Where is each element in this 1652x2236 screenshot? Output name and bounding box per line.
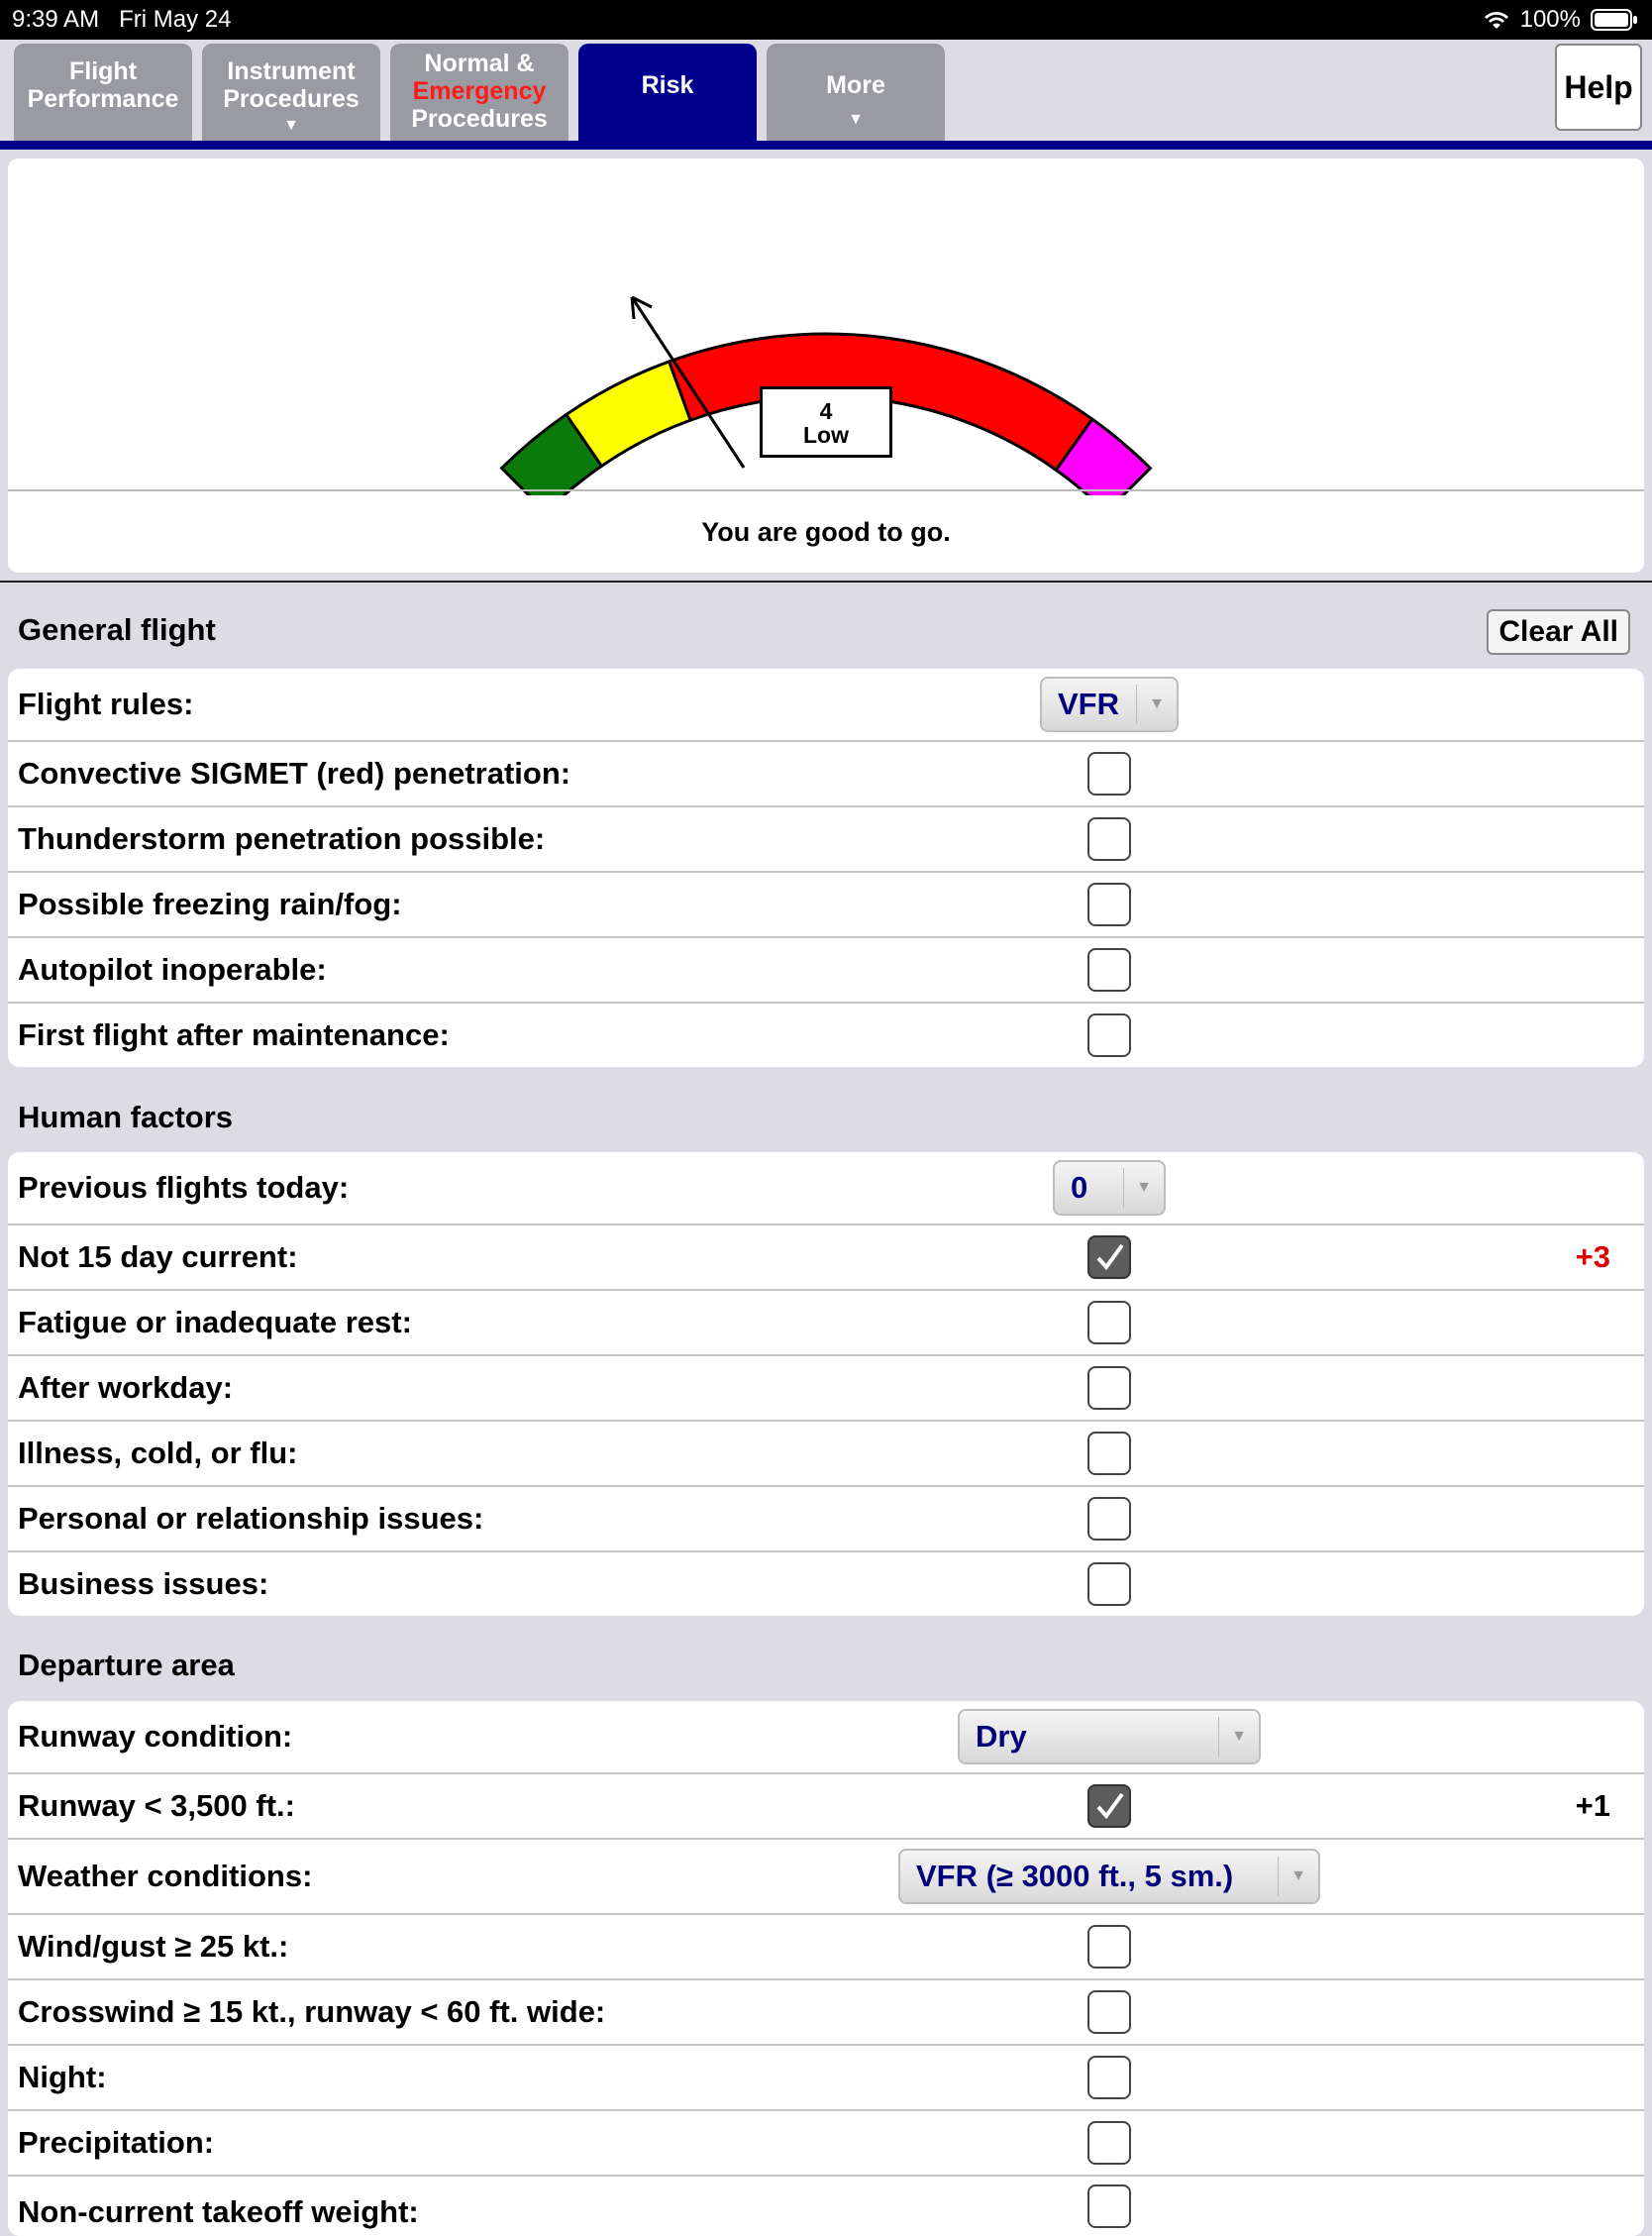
row-label: Personal or relationship issues: — [18, 1501, 484, 1536]
checklist-row — [8, 2177, 1644, 2236]
checkbox[interactable] — [1087, 1784, 1131, 1828]
checkbox[interactable] — [1087, 883, 1131, 926]
divider — [0, 581, 1652, 583]
select-separator — [1136, 685, 1137, 724]
checklist-row — [8, 2111, 1644, 2177]
status-time — [12, 0, 231, 40]
checklist-row — [8, 1487, 1644, 1552]
row-label: Runway condition: — [18, 1719, 293, 1754]
checkbox[interactable] — [1087, 2121, 1131, 2165]
tab-label: Normal & — [424, 50, 535, 77]
battery-icon — [1591, 8, 1638, 32]
checklist-row — [8, 1225, 1644, 1291]
select-value: 0 — [1071, 1170, 1088, 1205]
row-label: Night: — [18, 2060, 107, 2094]
row-label: Precipitation: — [18, 2125, 215, 2160]
risk-score: 4 — [819, 398, 833, 424]
battery-percent: 100% — [1519, 6, 1581, 33]
tab-label: Procedures — [223, 85, 360, 113]
clock-time: 9:39 AM — [12, 6, 100, 33]
checklist-row — [8, 807, 1644, 873]
checklist-row — [8, 1004, 1644, 1067]
risk-points: +3 — [1575, 1239, 1610, 1274]
help-button[interactable]: Help — [1555, 44, 1642, 131]
row-label: Non-current takeoff weight: — [18, 2194, 419, 2229]
previous-flights-row — [8, 1152, 1644, 1225]
tab-normal-emergency-procedures[interactable] — [390, 44, 568, 141]
section-title-departure-area: Departure area — [18, 1648, 235, 1682]
row-label: Not 15 day current: — [18, 1239, 298, 1274]
departure-area-card — [8, 1701, 1644, 2236]
checkbox[interactable] — [1087, 1235, 1131, 1279]
row-label: Crosswind ≥ 15 kt., runway < 60 ft. wide: — [18, 1994, 606, 2029]
checklist-row — [8, 1356, 1644, 1422]
chevron-down-icon: ▼ — [1136, 1179, 1152, 1196]
tab-label: Performance — [27, 85, 179, 113]
tab-more[interactable] — [767, 44, 945, 141]
clear-all-button[interactable]: Clear All — [1487, 609, 1630, 655]
checkbox[interactable] — [1087, 1497, 1131, 1541]
row-label: Fatigue or inadequate rest: — [18, 1305, 412, 1339]
checkbox[interactable] — [1087, 1562, 1131, 1606]
row-label: Weather conditions: — [18, 1859, 313, 1893]
wifi-icon — [1483, 9, 1510, 31]
row-label: Illness, cold, or flu: — [18, 1436, 298, 1470]
select-separator — [1123, 1168, 1124, 1208]
tab-bar — [0, 40, 1652, 143]
select-value: VFR (≥ 3000 ft., 5 sm.) — [916, 1859, 1234, 1893]
checkmark-icon — [1094, 1790, 1126, 1822]
human-factors-card — [8, 1152, 1644, 1616]
checkmark-icon — [1094, 1241, 1126, 1273]
tab-label-emergency: Emergency — [412, 77, 547, 105]
risk-level: Low — [803, 422, 849, 448]
tab-risk[interactable] — [578, 44, 757, 141]
checkbox[interactable] — [1087, 2184, 1131, 2228]
tab-instrument-procedures[interactable] — [202, 44, 380, 141]
risk-score-box — [760, 386, 892, 458]
row-label: Business issues: — [18, 1566, 269, 1601]
runway-condition-select[interactable] — [958, 1709, 1261, 1764]
risk-points: +1 — [1575, 1788, 1610, 1823]
row-label: After workday: — [18, 1370, 234, 1405]
weather-conditions-select[interactable] — [898, 1849, 1320, 1904]
checkbox[interactable] — [1087, 1925, 1131, 1969]
tab-label: Procedures — [411, 105, 548, 133]
section-title-human-factors: Human factors — [18, 1100, 234, 1134]
flight-rules-select[interactable] — [1040, 677, 1179, 732]
chevron-down-icon: ▼ — [848, 111, 864, 128]
tab-label: Risk — [641, 71, 694, 99]
checklist-row — [8, 938, 1644, 1004]
checklist-row — [8, 2046, 1644, 2111]
weather-conditions-row — [8, 1840, 1644, 1915]
chevron-down-icon: ▼ — [1291, 1867, 1306, 1884]
checkbox[interactable] — [1087, 1366, 1131, 1410]
row-label: Previous flights today: — [18, 1170, 350, 1205]
section-title-general-flight: General flight — [18, 612, 216, 647]
row-label: Wind/gust ≥ 25 kt.: — [18, 1929, 289, 1964]
checkbox[interactable] — [1087, 1990, 1131, 2034]
row-label: Thunderstorm penetration possible: — [18, 821, 546, 856]
checklist-row — [8, 1422, 1644, 1487]
row-label: First flight after maintenance: — [18, 1017, 450, 1052]
tab-flight-performance[interactable] — [14, 44, 192, 141]
checkbox[interactable] — [1087, 1432, 1131, 1475]
select-value: VFR — [1058, 687, 1119, 721]
previous-flights-select[interactable] — [1053, 1160, 1166, 1216]
tab-underline — [0, 141, 1652, 150]
divider — [8, 489, 1644, 491]
checkbox[interactable] — [1087, 1301, 1131, 1344]
select-separator — [1218, 1717, 1219, 1757]
chevron-down-icon: ▼ — [1149, 695, 1165, 712]
checklist-row — [8, 1291, 1644, 1356]
row-label: Possible freezing rain/fog: — [18, 887, 402, 921]
checklist-row — [8, 873, 1644, 938]
checkbox[interactable] — [1087, 1013, 1131, 1057]
status-bar — [0, 0, 1652, 40]
tab-label: Instrument — [227, 57, 356, 85]
checkbox[interactable] — [1087, 752, 1131, 796]
flight-rules-row — [8, 669, 1644, 742]
checklist-row — [8, 1915, 1644, 1980]
row-label: Convective SIGMET (red) penetration: — [18, 756, 571, 791]
row-label: Flight rules: — [18, 687, 194, 721]
chevron-down-icon: ▼ — [1231, 1728, 1247, 1745]
checkbox[interactable] — [1087, 2056, 1131, 2099]
checklist-row — [8, 1980, 1644, 2046]
checklist-row — [8, 1552, 1644, 1616]
select-separator — [1278, 1857, 1279, 1896]
checkbox[interactable] — [1087, 817, 1131, 861]
select-value: Dry — [976, 1719, 1027, 1754]
chevron-down-icon: ▼ — [283, 117, 299, 134]
row-label: Autopilot inoperable: — [18, 952, 327, 987]
tab-label: More — [826, 71, 885, 99]
risk-message: You are good to go. — [701, 517, 951, 547]
general-flight-card — [8, 669, 1644, 1067]
checklist-row — [8, 1774, 1644, 1840]
row-label: Runway < 3,500 ft.: — [18, 1788, 295, 1823]
checklist-row — [8, 742, 1644, 807]
risk-gauge-card — [8, 159, 1644, 573]
clock-date: Fri May 24 — [119, 6, 232, 33]
runway-condition-row — [8, 1701, 1644, 1774]
checkbox[interactable] — [1087, 948, 1131, 992]
tab-label: Flight — [68, 57, 138, 85]
